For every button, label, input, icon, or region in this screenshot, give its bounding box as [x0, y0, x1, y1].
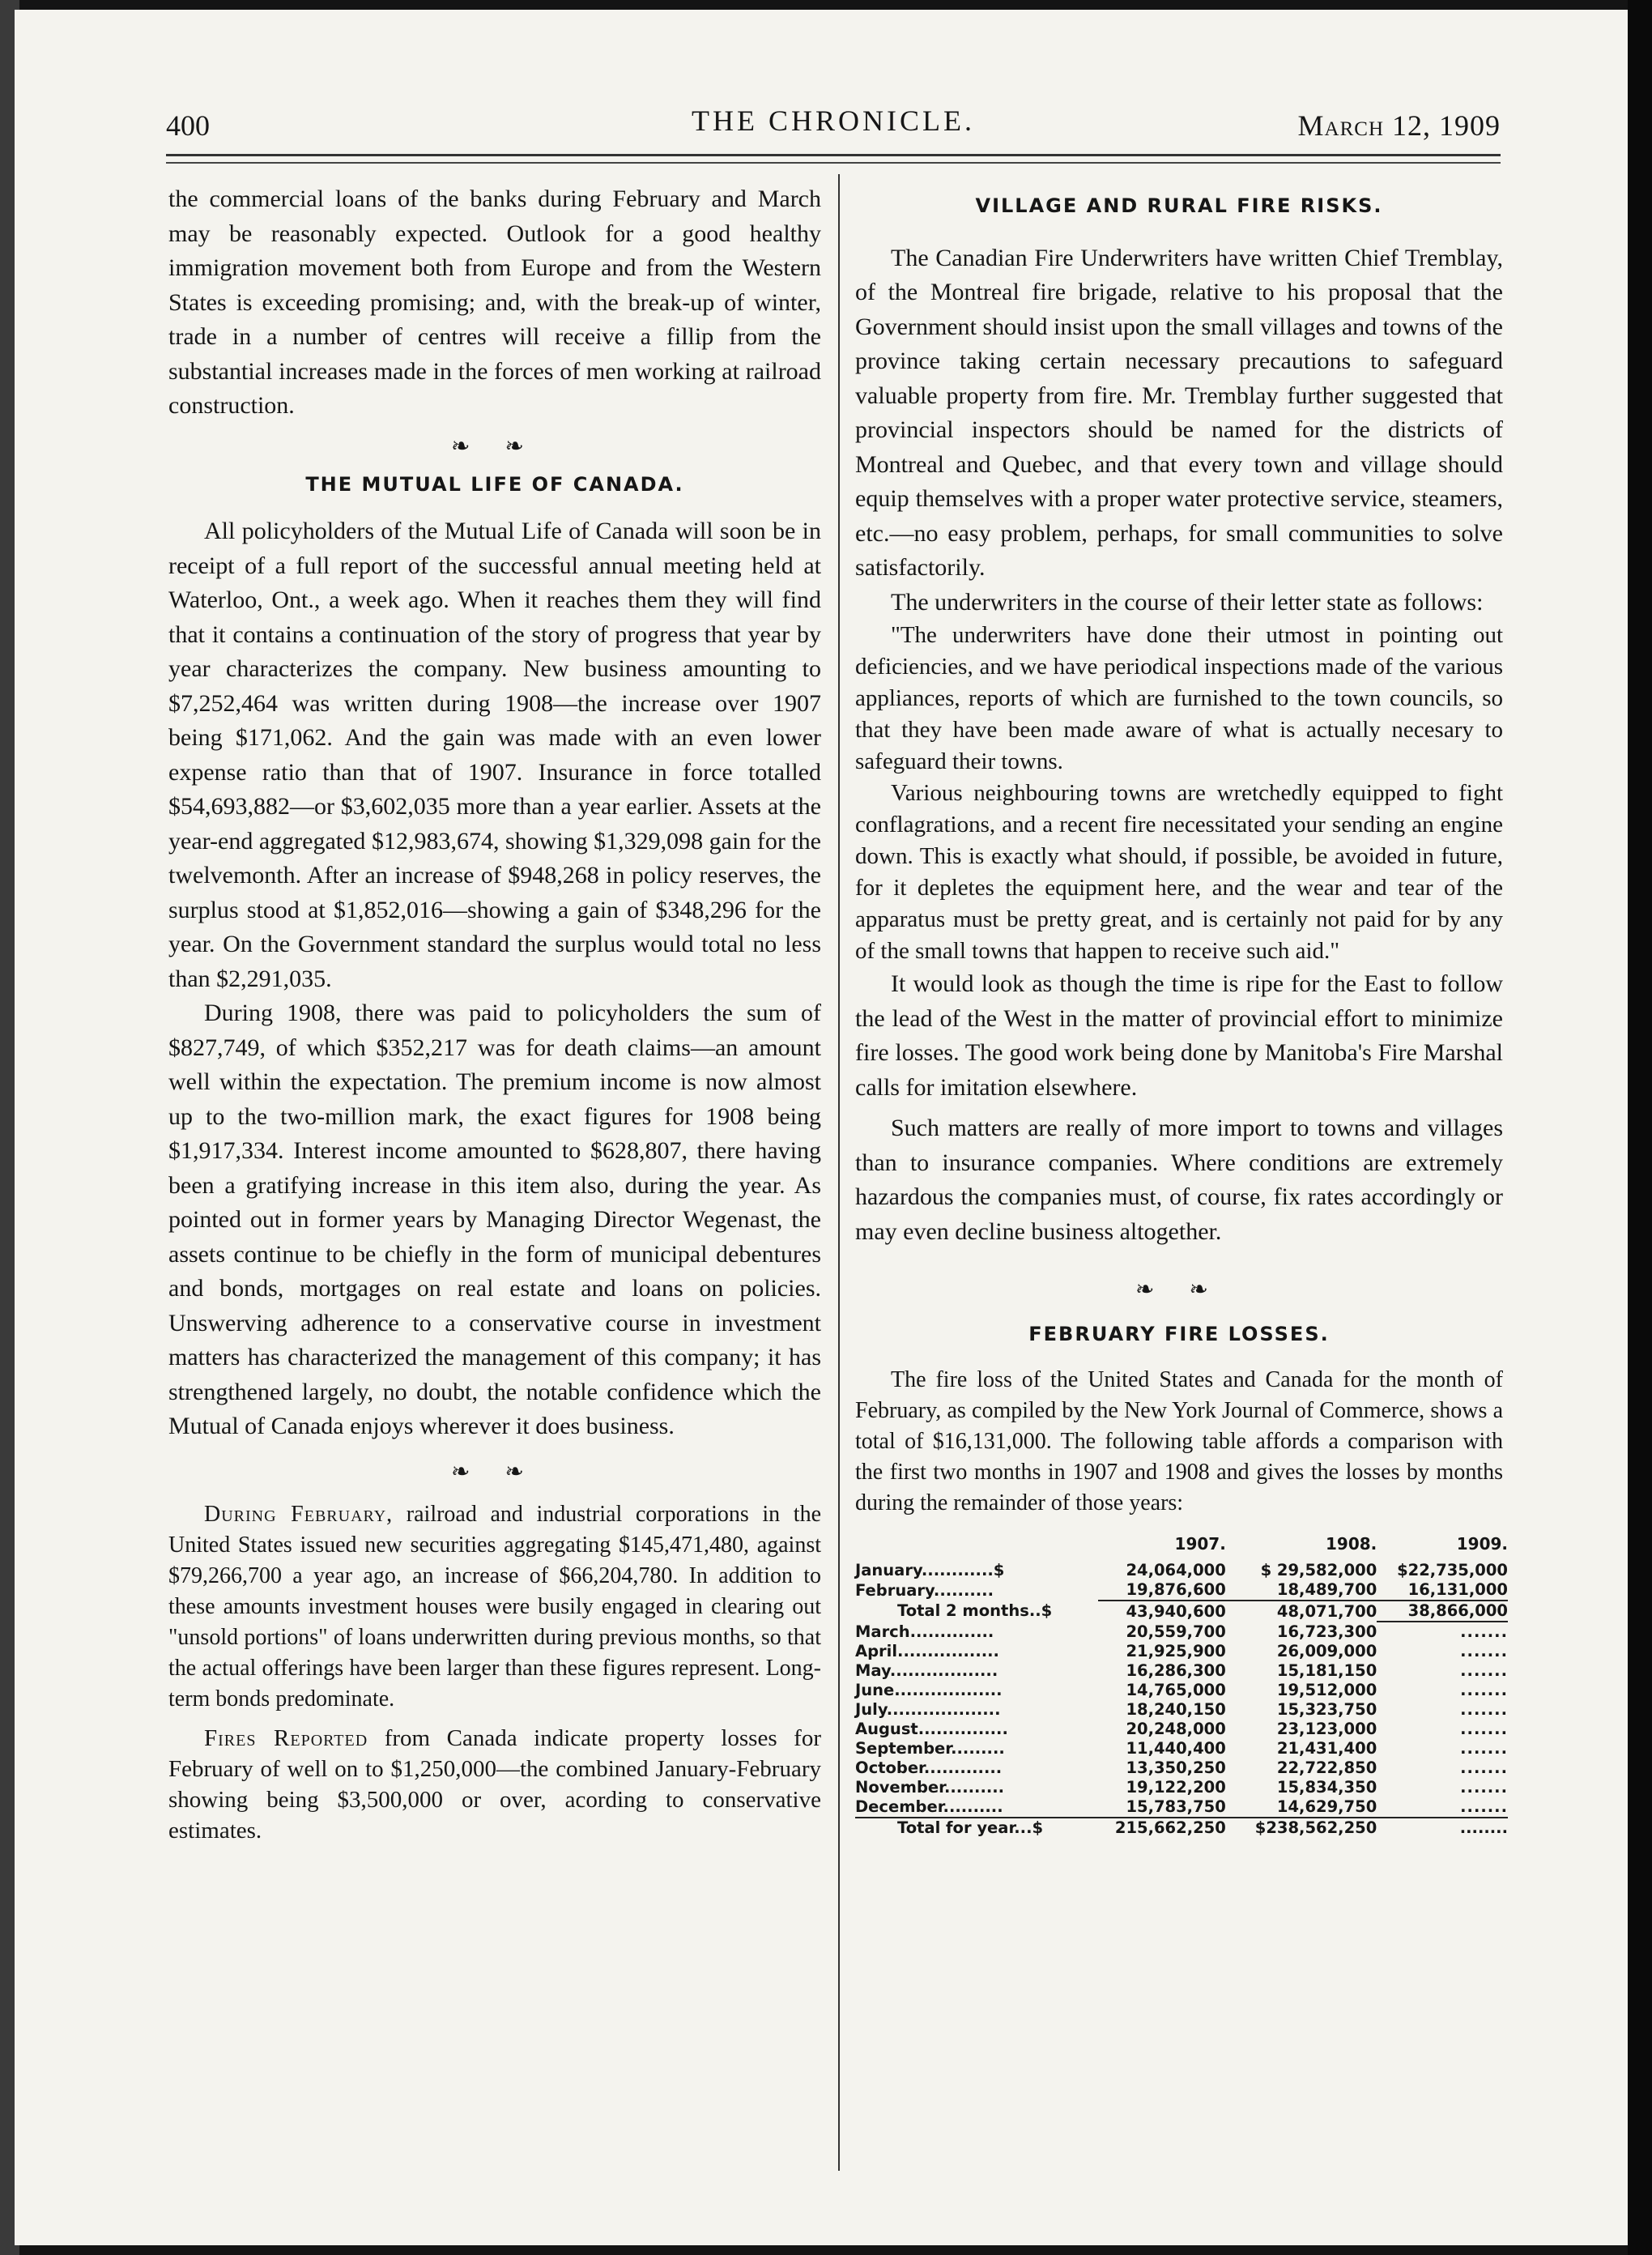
quote-paragraph-1: "The underwriters have done their utmost in pointing out deficiencies, and we have periodical inspections made of the various appliances, reports of which are furnished to the town councils, so that they have been made aware of what is actually necesary to safeguard their towns. [855, 622, 1503, 774]
february-lead-in: During February, [204, 1501, 394, 1527]
value-1907: 11,440,400 [1126, 1739, 1226, 1758]
row-label: April................. [855, 1642, 999, 1660]
row-label: January............$ [855, 1561, 1005, 1579]
year-header: 1908. [1326, 1533, 1377, 1554]
value-1908: 48,071,700 [1276, 1601, 1377, 1621]
mutual-life-heading: THE MUTUAL LIFE OF CANADA. [305, 472, 684, 496]
year-header: 1909. [1456, 1533, 1508, 1554]
table-row [855, 1681, 1508, 1700]
fire-losses-heading: FEBRUARY FIRE LOSSES. [1028, 1323, 1330, 1345]
fires-reported-text: from Canada indicate property losses for February of well on to $1,250,000—the combined January-February showing being $3,500,000 or over, acording to conservative estimates. [168, 1724, 821, 1844]
row-label: June.................. [855, 1681, 1003, 1699]
row-label: September......... [855, 1739, 1005, 1758]
row-label: May.................. [855, 1661, 998, 1680]
value-1908: 23,123,000 [1276, 1720, 1377, 1738]
issue-date: March 12, 1909 [1297, 109, 1501, 142]
value-1909: ....... [1460, 1778, 1508, 1797]
value-1907: 20,248,000 [1126, 1720, 1226, 1738]
fires-reported-paragraph [168, 1723, 821, 1846]
table-row [855, 1661, 1508, 1681]
fire-losses-paragraph: The fire loss of the United States and Canada for the month of February, as compiled by the New York Journal of Commerce, shows a total of $16,131,000. The following table affords a comparison with the first two months in 1907 and 1908 and gives the losses by months during the remainder of those years: [855, 1366, 1503, 1515]
value-1908: $238,562,250 [1254, 1818, 1377, 1837]
value-1909: ....... [1460, 1797, 1508, 1816]
value-1908: 22,722,850 [1276, 1758, 1377, 1777]
table-row [855, 1700, 1508, 1720]
village-paragraph-3: It would look as though the time is ripe for the East to follow the lead of the West in the matter of provincial effort to minimize fire losses. The good work being done by Manitoba's Fire Marshal calls for imitation elsewhere. [855, 970, 1503, 1101]
year-total-row [855, 1818, 1508, 1838]
table-row [855, 1720, 1508, 1739]
value-1908: 16,723,300 [1276, 1622, 1377, 1641]
village-rural-heading: VILLAGE AND RURAL FIRE RISKS. [975, 194, 1383, 217]
table-row [855, 1642, 1508, 1661]
monthly-rows [855, 1622, 1508, 1818]
table-row [855, 1561, 1508, 1580]
value-1907: 43,940,600 [1126, 1601, 1226, 1621]
row-label: February.......... [855, 1580, 994, 1600]
value-1909: 38,866,000 [1377, 1601, 1508, 1622]
left-column [168, 182, 821, 1846]
value-1907: 21,925,900 [1126, 1642, 1226, 1660]
value-1909: ....... [1460, 1758, 1508, 1777]
value-1909: ....... [1460, 1622, 1508, 1641]
header-rule-bottom [166, 162, 1501, 164]
row-label: November.......... [855, 1778, 1005, 1797]
fire-losses-table [855, 1527, 1508, 1839]
right-column [855, 182, 1508, 1838]
table-row [855, 1739, 1508, 1758]
village-paragraph-2: The underwriters in the course of their letter state as follows: [891, 588, 1484, 616]
row-label: March.............. [855, 1622, 994, 1641]
value-1907: 20,559,700 [1126, 1622, 1226, 1641]
value-1907: 215,662,250 [1114, 1818, 1226, 1837]
year-header: 1907. [1174, 1533, 1226, 1554]
value-1908: 26,009,000 [1276, 1642, 1377, 1660]
value-1909: 16,131,000 [1377, 1580, 1508, 1601]
row-label: July................... [855, 1700, 1001, 1719]
row-label: October............. [855, 1758, 1003, 1777]
table-header-blank [855, 1527, 1098, 1562]
value-1907: 14,765,000 [1126, 1681, 1226, 1699]
mutual-life-paragraph-1: All policyholders of the Mutual Life of Canada will soon be in receipt of a full report of the successful annual meeting held at Waterloo, Ont., a week ago. When it reaches them they will find that it contains a continuation of the story of progress that year by year characterizes the company. New business amounting to $7,252,464 was written during 1908—the increase over 1907 being $171,062. And the gain was made with an even lower expense ratio than that of 1907. Insurance in force totalled $54,693,882—or $3,602,035 more than a year earlier. Assets at the year-end aggregated $12,983,674, showing $1,329,098 gain for the twelvemonth. After an increase of $948,268 in policy reserves, the surplus stood at $1,852,016—showing a gain of $348,296 for the year. On the Government standard the surplus would total no less than $2,291,035. [168, 518, 821, 992]
page-header [166, 104, 1501, 144]
table-row [855, 1580, 1508, 1601]
value-1907: 19,876,600 [1098, 1580, 1225, 1601]
ornament-divider: ❧ ❧ [451, 1459, 539, 1485]
value-1908: 15,834,350 [1276, 1778, 1377, 1797]
right-page-edge [1628, 0, 1652, 2255]
village-paragraph-1: The Canadian Fire Underwriters have written Chief Tremblay, of the Montreal fire brigade, relative to his proposal that the Government should insist upon the small villages and towns of the province taking certain necessary precautions to safeguard valuable property from fire. Mr. Tremblay further suggested that provincial inspectors should be named for the districts of Montreal and Quebec, and that every town and village should equip themselves with a proper water protective service, steamers, etc.—no easy problem, perhaps, for small communities to solve satisfactorily. [855, 244, 1503, 581]
value-1907: 18,240,150 [1126, 1700, 1226, 1719]
value-1909: ....... [1460, 1720, 1508, 1738]
value-1909: ....... [1460, 1681, 1508, 1699]
table-header-row [855, 1527, 1508, 1562]
row-label: Total for year...$ [897, 1818, 1044, 1837]
table-row [855, 1758, 1508, 1778]
value-1909: ....... [1460, 1661, 1508, 1680]
village-paragraph-4: Such matters are really of more import to towns and villages than to insurance companies. Where conditions are extremely hazardous the companies must, of course, fix rates accordingly or may even decline business altogether. [855, 1115, 1503, 1245]
value-1908: $ 29,582,000 [1260, 1561, 1377, 1579]
two-month-total-row [855, 1601, 1508, 1622]
value-1908: 21,431,400 [1276, 1739, 1377, 1758]
value-1909: ....... [1460, 1642, 1508, 1660]
value-1909: ....... [1460, 1700, 1508, 1719]
table-row [855, 1622, 1508, 1642]
mutual-life-paragraph-2: During 1908, there was paid to policyholders the sum of $827,749, of which $352,217 was for death claims—an amount well within the expectation. The premium income is now almost up to the two-million mark, the exact figures for 1908 being $1,917,334. Interest income amounted to $628,807, there having been a gratifying increase in this item also, during the year. As pointed out in former years by Managing Director Wegenast, the assets continue to be chiefly in the form of municipal debentures and bonds, mortgages on real estate and loans on policies. Unswerving adherence to a conservative course in investment matters has characterized the management of this company; it has strengthened largely, no doubt, the notable confidence which the Mutual of Canada enjoys wherever it does business. [168, 1000, 821, 1439]
value-1907: 13,350,250 [1126, 1758, 1226, 1777]
value-1908: 18,489,700 [1226, 1580, 1377, 1601]
value-1907: 24,064,000 [1126, 1561, 1226, 1579]
february-securities-paragraph [168, 1499, 821, 1715]
value-1908: 15,181,150 [1276, 1661, 1377, 1680]
page-number: 400 [166, 109, 210, 142]
february-securities-text: railroad and industrial corporations in the United States issued new securities aggregating $145,471,480, against $79,266,700 a year ago, an increase of $66,204,780. In addition to these amounts investment houses were busily engaged in clearing out "unsold portions" of loans underwritten during previous months, so that the actual offerings have been larger than these figures represent. Long-term bonds predominate. [168, 1501, 821, 1711]
row-label: Total 2 months..$ [897, 1601, 1053, 1620]
quote-paragraph-2: Various neighbouring towns are wretchedly equipped to fight conflagrations, and a recent fire necessitated your sending an engine down. This is exactly what should, if possible, be avoided in future, for it depletes the equipment here, and the wear and tear of the apparatus must be pretty great, and is certainly not paid for by any of the small towns that happen to receive such aid." [855, 780, 1503, 964]
table-row [855, 1797, 1508, 1818]
ornament-divider: ❧ ❧ [1135, 1277, 1223, 1302]
value-1907: 19,122,200 [1126, 1778, 1226, 1797]
value-1909: $22,735,000 [1397, 1561, 1508, 1579]
value-1908: 19,512,000 [1276, 1681, 1377, 1699]
header-rule-top [166, 154, 1501, 156]
row-label: December.......... [855, 1797, 1003, 1816]
row-label: August............... [855, 1720, 1008, 1738]
table-row [855, 1778, 1508, 1797]
value-1907: 16,286,300 [1126, 1661, 1226, 1680]
column-divider [838, 174, 840, 2171]
value-1907: 15,783,750 [1126, 1797, 1226, 1816]
value-1909: ....... [1460, 1739, 1508, 1758]
value-1908: 15,323,750 [1276, 1700, 1377, 1719]
value-1909: ........ [1459, 1818, 1508, 1837]
intro-paragraph: the commercial loans of the banks during February and March may be reasonably expected. Outlook for a good healthy immigration movement both from Europe and from the Western States is exceeding promising; and, with the break-up of winter, trade in a number of centres will receive a fillip from the substantial increases made in the forces of men working at railroad construction. [168, 185, 821, 419]
fires-lead-in: Fires Reported [204, 1724, 368, 1751]
ornament-divider: ❧ ❧ [451, 433, 539, 459]
value-1908: 14,629,750 [1276, 1797, 1377, 1816]
publication-title: THE CHRONICLE. [692, 104, 975, 137]
